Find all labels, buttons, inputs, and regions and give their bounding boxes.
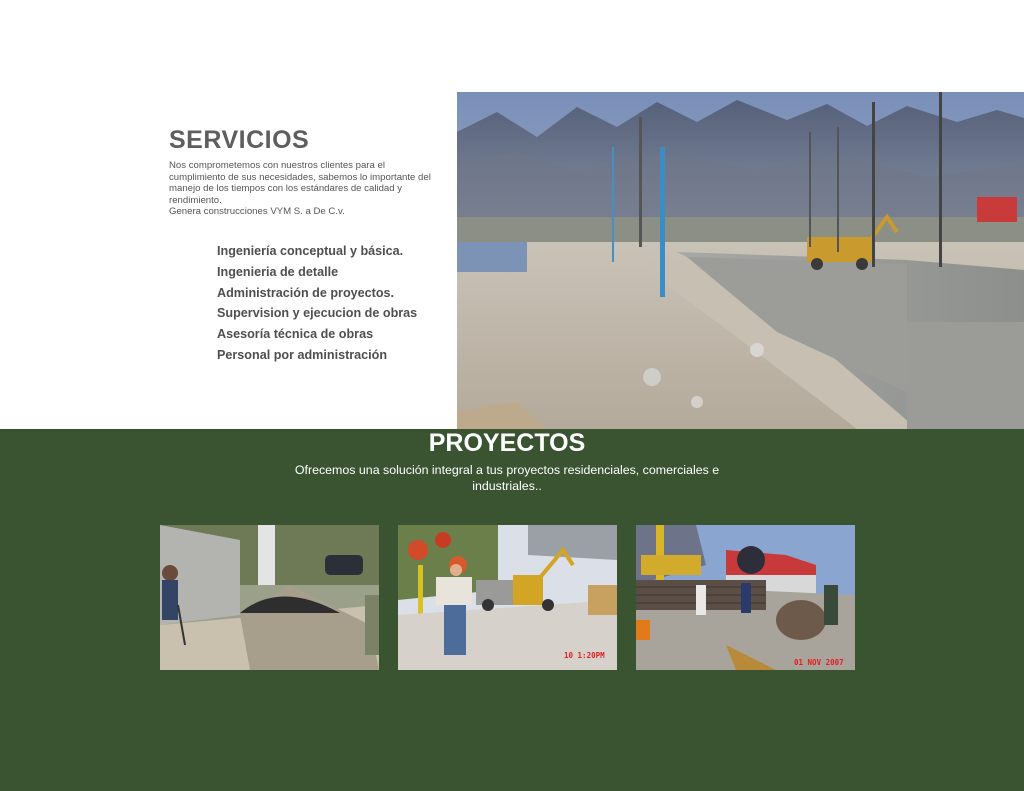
proyectos-title: PROYECTOS bbox=[428, 429, 586, 457]
description-line: manejo de los tiempos con los estándares de calidad y bbox=[169, 183, 403, 195]
servicios-title: SERVICIOS bbox=[169, 126, 310, 154]
description-line: Nos comprometemos con nuestros clientes para el bbox=[169, 160, 385, 171]
project-photo-2[interactable] bbox=[398, 525, 617, 670]
service-item: Ingenieria de detalle bbox=[217, 264, 339, 279]
proyectos-section bbox=[0, 429, 1024, 791]
service-item: Ingeniería conceptual y básica. bbox=[217, 244, 404, 258]
service-item: Supervision y ejecucion de obras bbox=[217, 306, 418, 321]
proyectos-subtitle: Ofrecemos una solución integral a tus proyectos residenciales, comerciales e industriales.. bbox=[294, 463, 720, 493]
services-list bbox=[217, 241, 417, 366]
date-stamp: 01 NOV 2007 bbox=[794, 658, 844, 667]
description-line: Genera construcciones VYM S. a De C.v. bbox=[169, 206, 345, 218]
service-item: Asesoría técnica de obras bbox=[217, 327, 374, 342]
hero-construction-photo bbox=[457, 92, 1024, 429]
project-photo-3[interactable] bbox=[636, 525, 855, 670]
description-line: rendimiento. bbox=[169, 194, 222, 206]
project-photo-1[interactable] bbox=[160, 525, 379, 670]
servicios-description bbox=[169, 160, 437, 218]
date-stamp: 10 1:20PM bbox=[564, 651, 605, 660]
service-item: Personal por administración bbox=[217, 347, 388, 362]
description-line: cumplimiento de sus necesidades, sabemos lo importante del bbox=[169, 171, 431, 183]
service-item: Administración de proyectos. bbox=[217, 285, 395, 300]
